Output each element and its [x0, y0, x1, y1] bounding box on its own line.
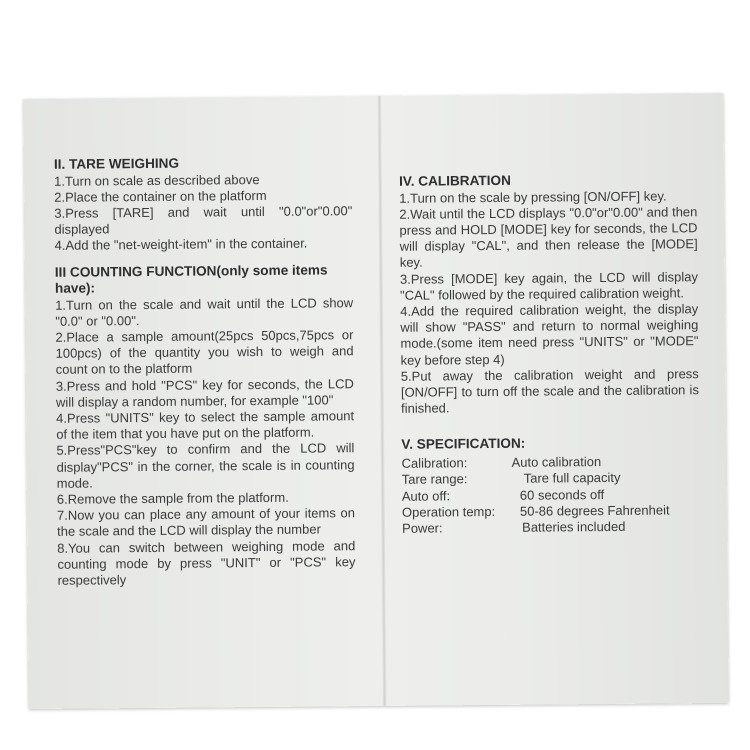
spec-label: Operation temp:	[401, 504, 496, 520]
section-title: V. SPECIFICATION:	[401, 436, 526, 453]
tare-weighing-section	[54, 154, 353, 254]
instruction-step: 4.Add the required calibration weight, the display will show "PASS" and return to normal weighing mode.(some item need press "UNITS" or "MODE" key before step 4)	[400, 301, 699, 368]
instruction-step: 3.Press [TARE] and wait until "0.0"or"0.00" displayed	[54, 203, 353, 237]
specification-section	[401, 435, 700, 538]
spec-value: 60 seconds off	[519, 486, 605, 503]
section-title: II. TARE WEIGHING	[53, 155, 180, 172]
spec-label: Auto off:	[401, 488, 451, 504]
instruction-step: 1.Turn on the scale and wait until the LCD show "0.0" or "0.00".	[55, 294, 354, 329]
instruction-step: 3.Press and hold "PCS" key for seconds, the LCD will display a random number, for example "100"	[55, 375, 354, 410]
instruction-step: 7.Now you can place any amount of your items on the scale and the LCD will display the number	[56, 505, 356, 540]
instruction-step: 5.Put away the calibration weight and press [ON/OFF] to turn off the scale and the calibration is finished.	[400, 365, 699, 416]
left-page	[54, 154, 356, 589]
instruction-step: 8.You can switch between weighing mode and counting mode by press "UNIT" or "PCS" key respectively	[57, 537, 356, 588]
section-title: III COUNTING FUNCTION(only some items have):	[54, 261, 328, 296]
calibration-section	[399, 171, 699, 417]
instruction-step: 2.Place the container on the platform	[54, 187, 267, 205]
spec-value: Tare full capacity	[523, 470, 621, 486]
right-page	[399, 171, 700, 537]
manual-booklet	[23, 93, 728, 709]
instruction-step: 5.Press"PCS"key to confirm and the LCD will display"PCS" in the corner, the scale is in counting mode.	[56, 440, 355, 491]
spec-value: Auto calibration	[511, 453, 602, 470]
spec-label: Calibration:	[401, 455, 468, 471]
spec-value: 50-86 degrees Fahrenheit	[519, 502, 670, 519]
section-title: IV. CALIBRATION	[399, 172, 511, 189]
spec-list	[401, 453, 700, 538]
instruction-step: 1.Turn on the scale by pressing [ON/OFF] key.	[399, 187, 667, 206]
instruction-step: 1.Turn on scale as described above	[54, 171, 260, 189]
instruction-step: 2.Wait until the LCD displays "0.0"or"0.00" and then press and HOLD [MODE] key for seconds, the LCD will display "CAL", and then release the [MODE] key.	[399, 203, 698, 271]
spec-label: Tare range:	[401, 471, 468, 488]
instruction-step: 2.Place a sample amount(25pcs 50pcs,75pcs or 100pcs) of the quantity you wish to weigh and count on to the platform	[55, 327, 354, 378]
spec-label: Power:	[402, 520, 443, 537]
instruction-step: 4.Press "UNITS" key to select the sample amount of the item that you have put on the platform.	[56, 408, 355, 442]
instruction-step: 6.Remove the sample from the platform.	[56, 489, 289, 507]
spec-row	[402, 519, 700, 538]
instruction-step: 4.Add the "net-weight-item" in the container.	[54, 235, 308, 254]
instruction-step: 3.Press [MODE] key again, the LCD will display "CAL" followed by the required calibration weight.	[399, 268, 698, 303]
booklet-fold	[377, 96, 386, 706]
counting-function-section	[55, 262, 356, 589]
spec-value: Batteries included	[522, 519, 626, 536]
